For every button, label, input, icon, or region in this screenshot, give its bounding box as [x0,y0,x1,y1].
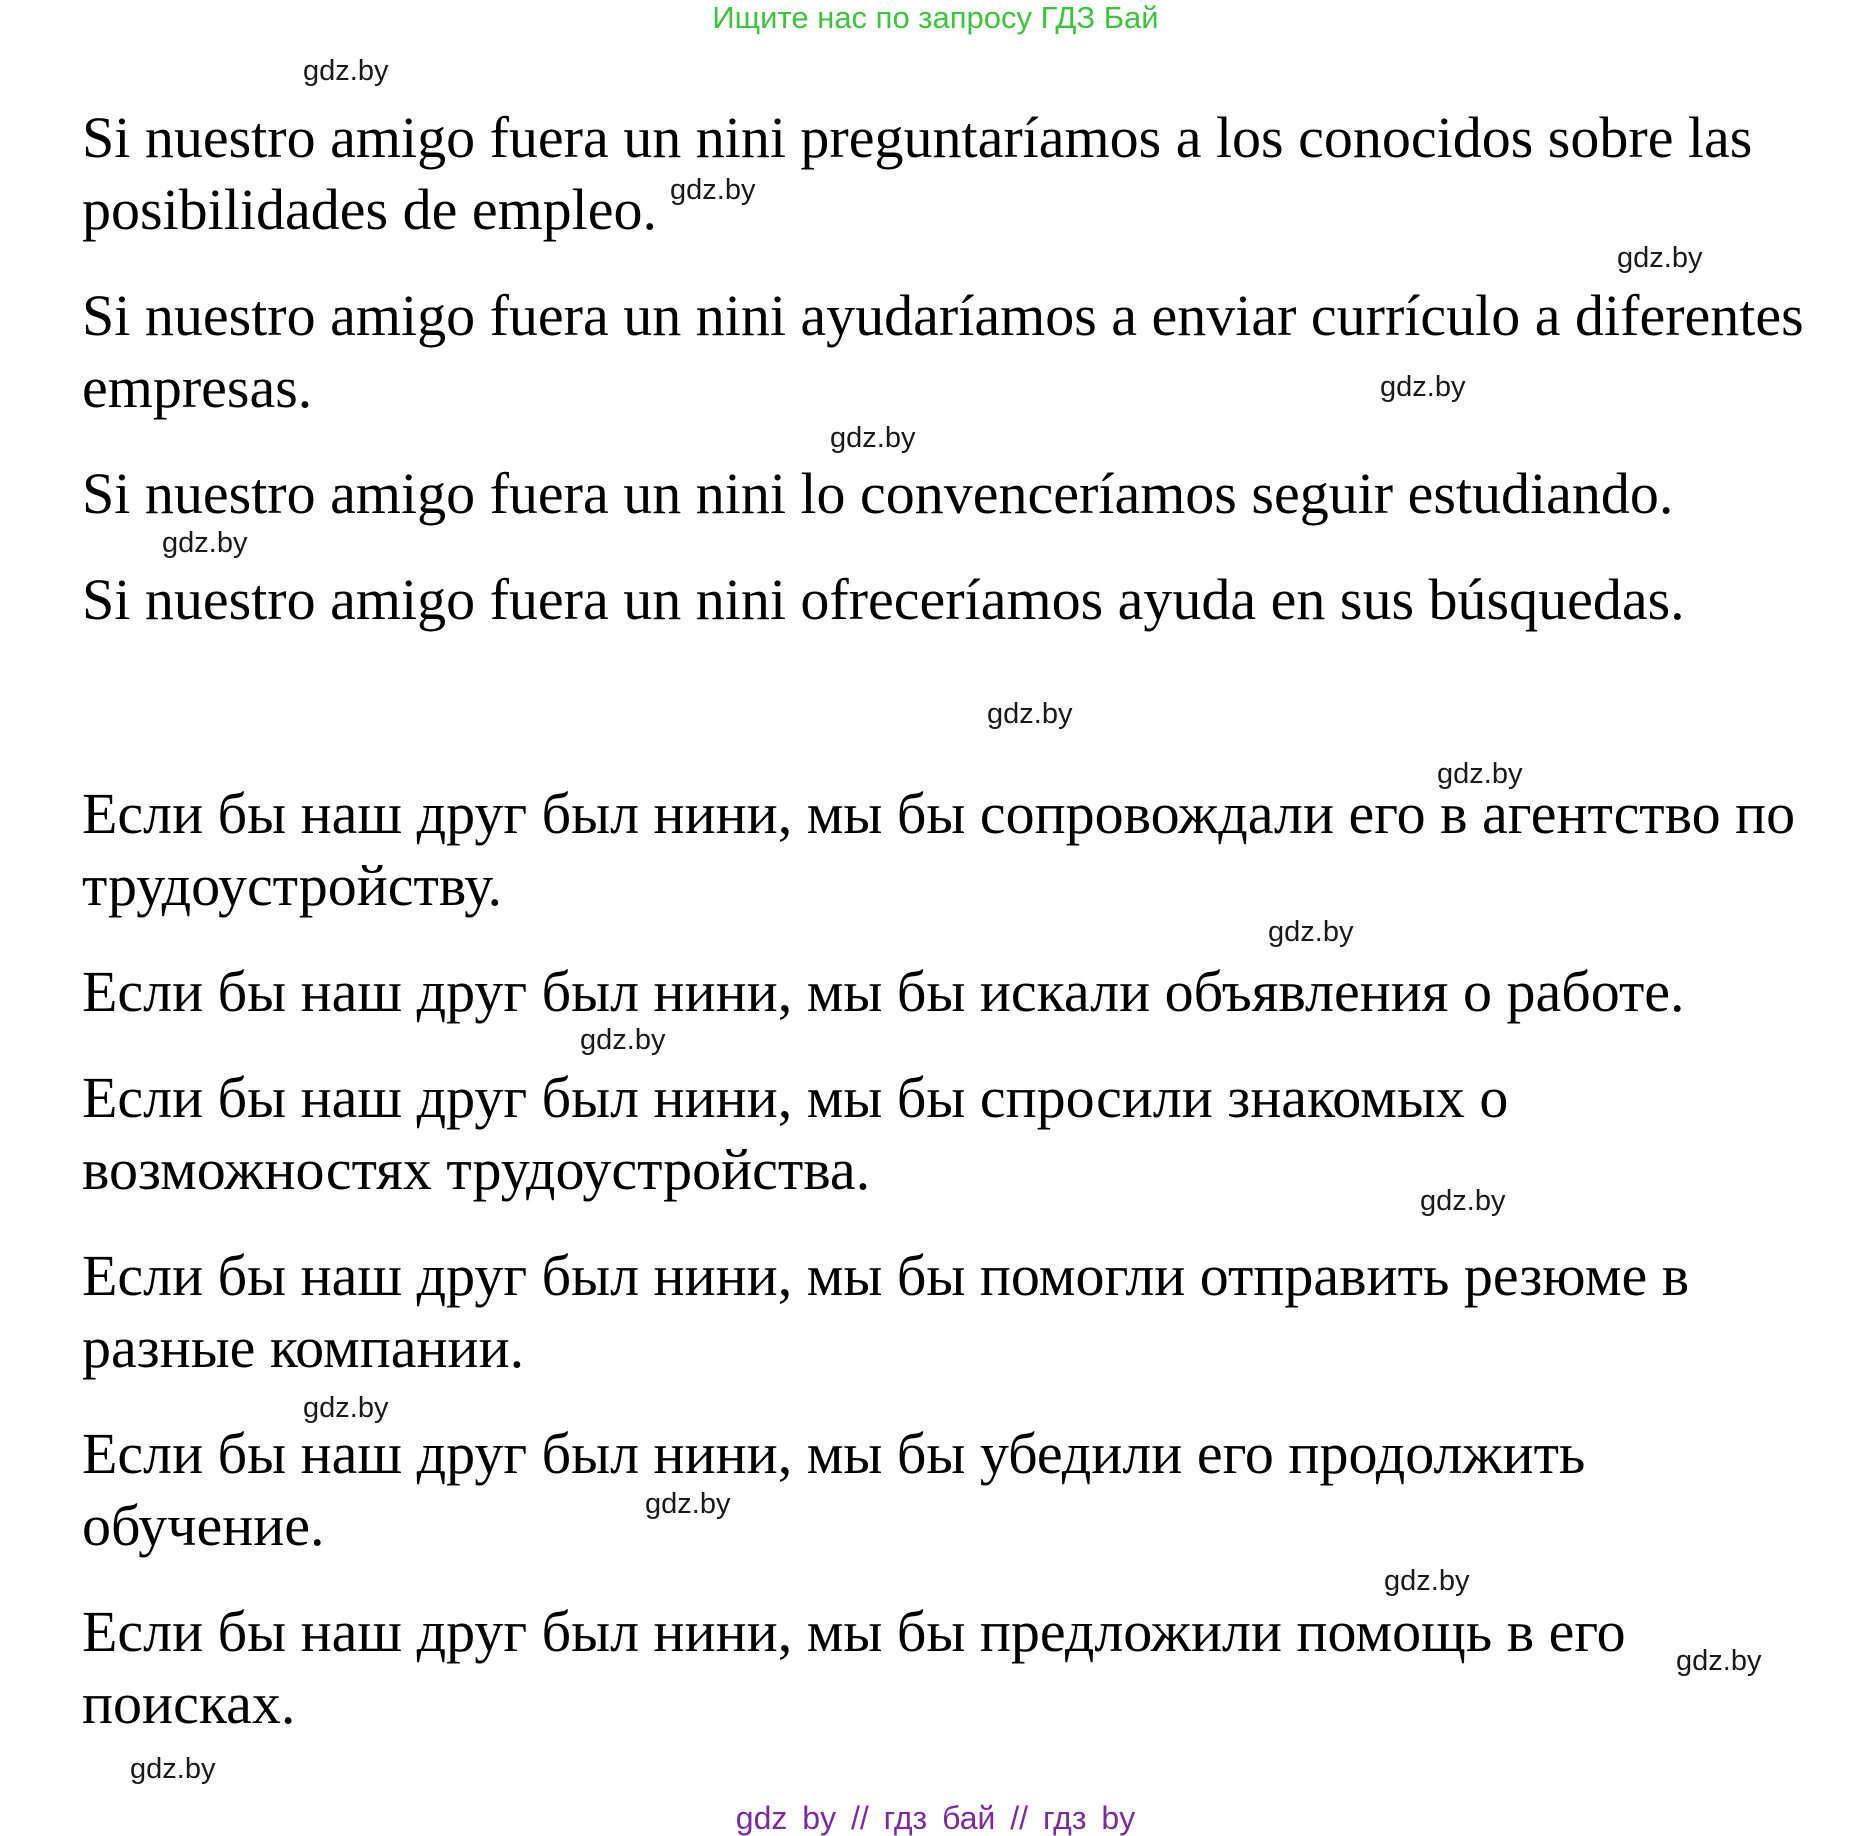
watermark: gdz.by [1268,916,1354,948]
ru-sentence-5-line-2: обучение. [82,1493,325,1558]
watermark: gdz.by [580,1024,666,1056]
es-sentence-1-line-2: posibilidades de empleo. [82,177,658,242]
watermark: gdz.by [162,527,248,559]
ru-sentence-1-line-1: Если бы наш друг был нини, мы бы сопровождали его в агентство по [82,781,1796,846]
ru-sentence-4-line-2: разные компании. [82,1315,525,1380]
footer-links[interactable]: gdz by // гдз бай // гдз by [735,1800,1136,1836]
ru-sentence-6-line-1: Если бы наш друг был нини, мы бы предложили помощь в его [82,1599,1626,1664]
watermark: gdz.by [1420,1185,1506,1217]
ru-sentence-3-line-1: Если бы наш друг был нини, мы бы спросили знакомых о [82,1065,1509,1130]
watermark: gdz.by [1384,1565,1470,1597]
watermark: gdz.by [1676,1645,1762,1677]
ru-sentence-2-line-1: Если бы наш друг был нини, мы бы искали объявления о работе. [82,959,1685,1024]
ru-sentence-5-line-1: Если бы наш друг был нини, мы бы убедили его продолжить [82,1421,1586,1486]
ru-sentence-1-line-2: трудоустройству. [82,853,502,918]
es-sentence-2-line-2: empresas. [82,355,313,420]
ru-sentence-3-line-2: возможностях трудоустройства. [82,1137,871,1202]
search-hint-link[interactable]: Ищите нас по запросу ГДЗ Бай [712,0,1159,35]
es-sentence-3-line-1: Si nuestro amigo fuera un nini lo convenceríamos seguir estudiando. [82,461,1674,526]
watermark: gdz.by [1380,371,1466,403]
es-sentence-2-line-1: Si nuestro amigo fuera un nini ayudaríamos a enviar currículo a diferentes [82,283,1804,348]
watermark: gdz.by [987,698,1073,730]
watermark: gdz.by [830,422,916,454]
ru-sentence-4-line-1: Если бы наш друг был нини, мы бы помогли отправить резюме в [82,1243,1690,1308]
watermark: gdz.by [1617,242,1703,274]
watermark: gdz.by [130,1753,216,1785]
watermark: gdz.by [670,174,756,206]
ru-sentence-6-line-2: поисках. [82,1671,296,1736]
watermark: gdz.by [1437,758,1523,790]
watermark: gdz.by [303,1392,389,1424]
watermark: gdz.by [303,55,389,87]
es-sentence-4-line-1: Si nuestro amigo fuera un nini ofreceríamos ayuda en sus búsquedas. [82,567,1685,632]
es-sentence-1-line-1: Si nuestro amigo fuera un nini preguntaríamos a los conocidos sobre las [82,105,1753,170]
watermark: gdz.by [645,1488,731,1520]
